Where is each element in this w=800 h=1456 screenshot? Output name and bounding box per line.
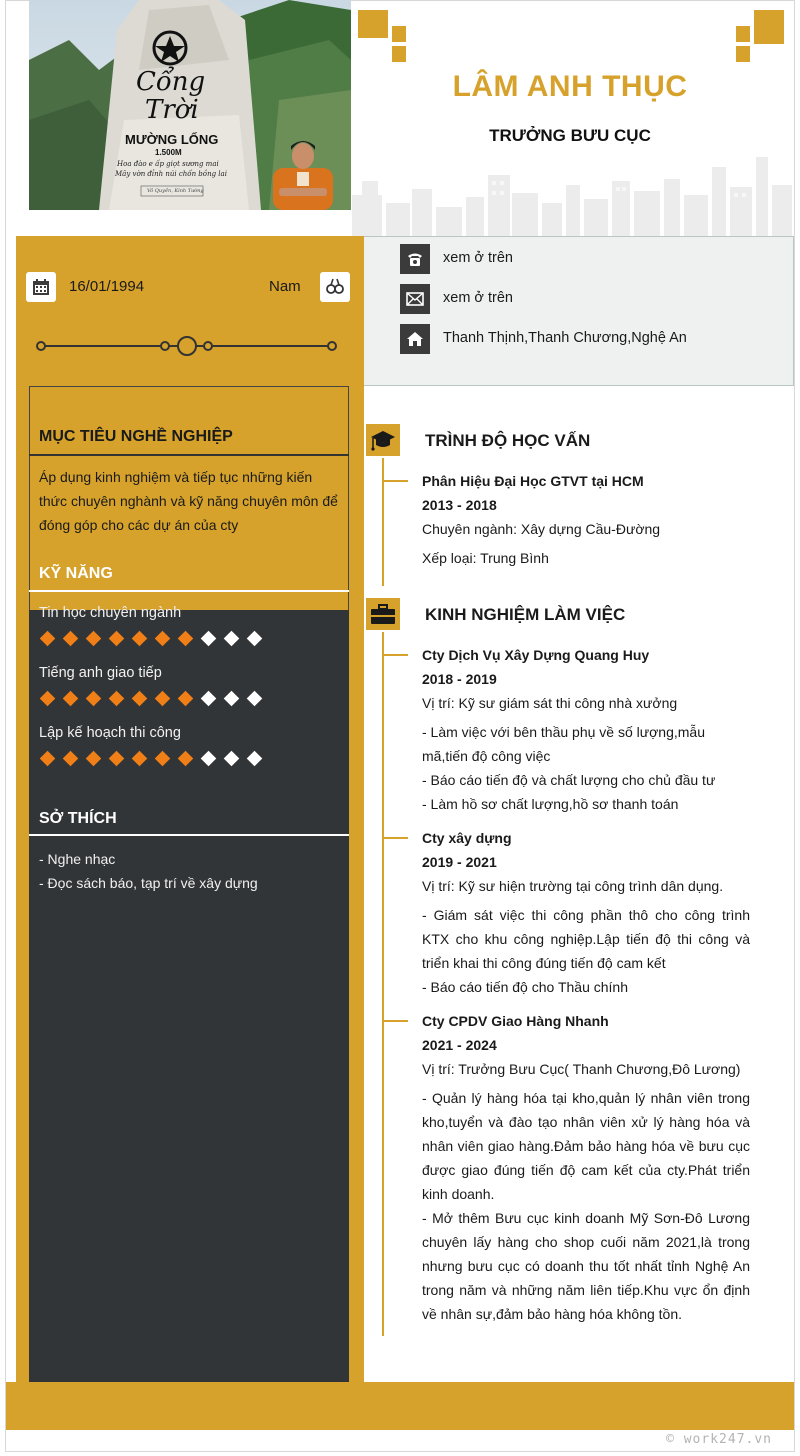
skills-title: KỸ NĂNG: [39, 565, 113, 582]
ornament-dot: [327, 341, 337, 351]
decor-square: [736, 46, 750, 62]
decor-square: [392, 26, 406, 42]
skill-name: Lập kế hoạch thi công: [39, 725, 181, 741]
education-title: TRÌNH ĐỘ HỌC VẤN: [425, 431, 591, 450]
briefcase-icon: [366, 598, 400, 630]
hobby-item: - Nghe nhạc: [39, 851, 116, 867]
job-detail: - Quản lý hàng hóa tại kho,quản lý nhân viên trong kho,tuyển và đào tạo nhân viên xử lý hàng hóa và nhân viên giao hàng.Đảm bảo hàng hóa về bưu cục được giao đúng tiến độ cam kết của cty.Phát triển kinh doanh.: [422, 1090, 750, 1202]
rating-diamond-filled: [155, 751, 171, 767]
email-icon: [400, 284, 430, 314]
rating-diamond-filled: [132, 631, 148, 647]
rating-diamond-filled: [63, 751, 79, 767]
rating-diamond-filled: [155, 631, 171, 647]
skill-rating: [39, 751, 263, 766]
job-period: 2021 - 2024: [422, 1037, 497, 1053]
ornament-circle: [177, 336, 197, 356]
sidebar-border-left: [16, 386, 29, 1382]
city-skyline: [352, 145, 792, 237]
rating-diamond-filled: [109, 691, 125, 707]
rating-diamond-filled: [155, 691, 171, 707]
education-grade: Xếp loại: Trung Bình: [422, 550, 549, 566]
rating-diamond-filled: [132, 751, 148, 767]
rating-diamond-empty: [247, 751, 263, 767]
education-major: Chuyên ngành: Xây dựng Cầu-Đường: [422, 521, 661, 537]
contact-phone: xem ở trên: [443, 250, 513, 266]
contact-address: Thanh Thịnh,Thanh Chương,Nghệ An: [443, 330, 687, 346]
job-detail: - Giám sát việc thi công phần thô cho công trình KTX cho khu công nghiệp.Lập tiến độ thi công và triển khai thi công đúng tiến độ cam kết: [422, 907, 750, 971]
footer-credit: © work247.vn: [666, 1432, 772, 1447]
rating-diamond-filled: [86, 631, 102, 647]
job-position: Vị trí: Kỹ sư giám sát thi công nhà xưởng: [422, 695, 678, 711]
contact-email: xem ở trên: [443, 290, 513, 306]
hobbies-title-rule: [29, 834, 349, 836]
experience-title: KINH NGHIỆM LÀM VIỆC: [425, 605, 626, 624]
experience-timeline: [382, 632, 384, 1336]
decor-square: [358, 10, 388, 38]
rating-diamond-filled: [178, 691, 194, 707]
skill-rating: [39, 631, 263, 646]
timeline-tick: [384, 480, 408, 482]
objective-title-rule: [29, 454, 349, 456]
rating-diamond-filled: [63, 631, 79, 647]
rating-diamond-empty: [224, 751, 240, 767]
timeline-tick: [384, 654, 408, 656]
gender: Nam: [269, 278, 301, 295]
gender-icon: [320, 272, 350, 302]
rating-diamond-filled: [40, 631, 56, 647]
rating-diamond-filled: [63, 691, 79, 707]
rating-diamond-filled: [132, 691, 148, 707]
job-detail: - Báo cáo tiến độ và chất lượng cho chủ đầu tư: [422, 772, 716, 788]
birthdate: 16/01/1994: [69, 278, 145, 295]
job-position: Vị trí: Trưởng Bưu Cục( Thanh Chương,Đô Lương): [422, 1061, 741, 1077]
job-detail: - Mở thêm Bưu cục kinh doanh Mỹ Sơn-Đô Lương chuyên lấy hàng cho shop cuối năm 2021,là trong nhưng bưu cục có doanh thu tốt nhất tỉnh Nghệ An trong năm và những năm liên tiếp.Khu vực ổn định về nhân sự,đảm bảo hàng hóa không tồn.: [422, 1210, 750, 1322]
objective-title: MỤC TIÊU NGHỀ NGHIỆP: [39, 428, 233, 445]
calendar-icon: [26, 272, 56, 302]
job-period: 2019 - 2021: [422, 854, 497, 870]
rating-diamond-empty: [224, 631, 240, 647]
rating-diamond-empty: [201, 691, 217, 707]
job-company: Cty xây dựng: [422, 830, 512, 846]
monument-line: MƯỜNG LỐNG: [125, 132, 219, 147]
timeline-tick: [384, 1020, 408, 1022]
objective-text: Áp dụng kinh nghiệm và tiếp tục những kiến thức chuyên nghành và kỹ năng chuyên môn để đóng góp cho các dự án của cty: [39, 469, 338, 533]
rating-diamond-filled: [40, 751, 56, 767]
rating-diamond-filled: [178, 751, 194, 767]
rating-diamond-empty: [201, 751, 217, 767]
skill-rating: [39, 691, 263, 706]
footer-band: [6, 1382, 794, 1430]
monument-line: Võ Quyền, Kinh Tường: [147, 188, 204, 194]
job-detail: - Làm việc với bên thầu phụ về số lượng,mẫu mã,tiến độ công việc: [422, 724, 705, 764]
ornament-dot: [203, 341, 213, 351]
job-company: Cty CPDV Giao Hàng Nhanh: [422, 1013, 609, 1029]
rating-diamond-filled: [86, 691, 102, 707]
decor-square: [392, 46, 406, 62]
skill-name: Tiếng anh giao tiếp: [39, 665, 162, 681]
skill-name: Tin học chuyên ngành: [39, 605, 182, 621]
timeline-tick: [384, 837, 408, 839]
rating-diamond-filled: [109, 631, 125, 647]
rating-diamond-filled: [86, 751, 102, 767]
hobbies-title: SỞ THÍCH: [39, 810, 117, 827]
skills-title-rule: [29, 590, 349, 592]
education-period: 2013 - 2018: [422, 497, 497, 513]
job-position: Vị trí: Kỹ sư hiện trường tại công trình dân dụng.: [422, 878, 724, 894]
education-school: Phân Hiệu Đại Học GTVT tại HCM: [422, 473, 644, 489]
job-company: Cty Dịch Vụ Xây Dựng Quang Huy: [422, 647, 650, 663]
job-period: 2018 - 2019: [422, 671, 497, 687]
candidate-name: LÂM ANH THỤC: [452, 70, 688, 103]
monument-line: Cổng: [136, 67, 206, 97]
ornament-dot: [36, 341, 46, 351]
graduation-cap-icon: [366, 424, 400, 456]
personal-info-band: [16, 236, 364, 386]
rating-diamond-filled: [178, 631, 194, 647]
candidate-job-title: TRƯỞNG BƯU CỤC: [489, 126, 651, 145]
decor-square: [754, 10, 784, 44]
rating-diamond-empty: [224, 691, 240, 707]
phone-icon: [400, 244, 430, 274]
monument-line: Hoa đào e ấp giọt sương mai: [117, 160, 219, 168]
rating-diamond-empty: [247, 631, 263, 647]
ornament-dot: [160, 341, 170, 351]
sidebar-border-right: [349, 386, 364, 1382]
rating-diamond-filled: [40, 691, 56, 707]
rating-diamond-empty: [201, 631, 217, 647]
monument-line: 1.500M: [155, 148, 182, 157]
profile-photo: [29, 0, 351, 210]
job-detail: - Báo cáo tiến độ cho Thầu chính: [422, 979, 628, 995]
home-icon: [400, 324, 430, 354]
job-detail: - Làm hồ sơ chất lượng,hồ sơ thanh toán: [422, 796, 679, 812]
rating-diamond-filled: [109, 751, 125, 767]
monument-line: Trời: [145, 95, 199, 125]
education-timeline: [382, 458, 384, 586]
hobby-item: - Đọc sách báo, tạp trí về xây dựng: [39, 875, 258, 891]
rating-diamond-empty: [247, 691, 263, 707]
decor-square: [736, 26, 750, 42]
monument-line: Mây vờn đỉnh núi chốn bồng lai: [115, 170, 227, 178]
